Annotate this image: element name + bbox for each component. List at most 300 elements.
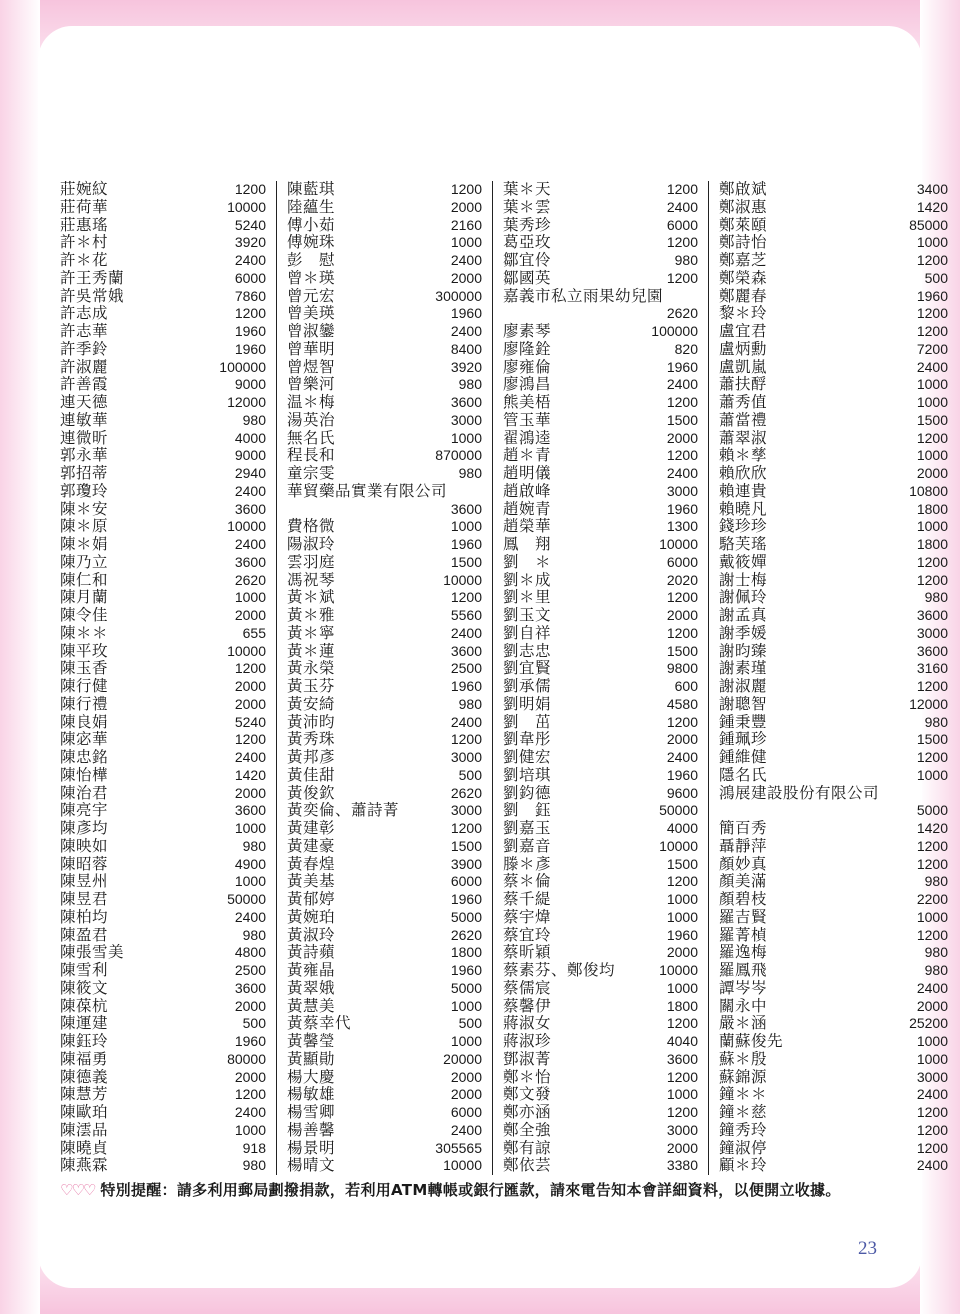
donor-row [719, 412, 948, 430]
donation-amount: 305565 [435, 1139, 482, 1156]
donor-name: 黃郁婷 [287, 890, 336, 908]
donor-row [60, 767, 266, 785]
donor-row [287, 1157, 482, 1175]
donation-amount: 2400 [234, 252, 266, 268]
donor-name: 趙啟峰 [503, 481, 552, 500]
donor-row [287, 270, 482, 288]
donor-row [60, 802, 266, 820]
donation-amount: 1200 [916, 749, 948, 765]
donor-name: 趙榮華 [503, 517, 552, 536]
donation-amount: 10000 [659, 962, 698, 978]
donor-name: 葉＊雲 [503, 197, 552, 216]
donation-amount: 3000 [450, 802, 482, 819]
donation-amount: 9800 [666, 660, 698, 677]
donor-row [503, 1140, 698, 1158]
donation-amount: 3000 [450, 411, 482, 428]
donor-row [287, 838, 482, 856]
donor-name: 黃＊斌 [287, 588, 336, 607]
donor-name: 羅鳳飛 [719, 961, 768, 979]
donor-row [503, 270, 698, 288]
donation-amount: 2500 [450, 660, 482, 677]
donation-amount: 3000 [916, 624, 948, 641]
donor-row [719, 501, 948, 519]
donor-row [503, 998, 698, 1016]
donor-name: 彭 慰 [287, 251, 336, 269]
donation-amount: 918 [242, 1139, 266, 1156]
donor-name: 鄭榮森 [719, 268, 768, 287]
donor-row [503, 1015, 698, 1033]
donation-amount: 2000 [234, 784, 266, 801]
donor-row [60, 856, 266, 874]
donation-amount: 2400 [450, 252, 482, 268]
donor-name: 陳彥均 [60, 819, 109, 837]
donation-amount: 2000 [234, 997, 266, 1014]
donor-name: 錢珍珍 [719, 517, 768, 536]
donation-amount: 2000 [666, 1139, 698, 1156]
donation-amount: 3920 [450, 358, 482, 375]
donor-name: 許吳常娥 [60, 286, 125, 305]
donor-name: 陳仁和 [60, 570, 109, 589]
donor-row [287, 909, 482, 927]
donor-name: 黃蔡幸代 [287, 1014, 352, 1033]
donor-row [60, 181, 266, 199]
donor-row [287, 1140, 482, 1158]
donor-row [719, 270, 948, 288]
donation-amount: 1200 [666, 873, 698, 890]
donor-row [60, 714, 266, 732]
donor-row [503, 696, 698, 714]
donor-row [503, 536, 698, 554]
page-number: 23 [858, 1238, 877, 1259]
donor-name: 聶靜萍 [719, 836, 768, 855]
donor-name: 陳玉香 [60, 659, 109, 678]
donor-row [60, 1140, 266, 1158]
donation-amount: 2000 [234, 678, 266, 694]
donation-amount: 1960 [666, 358, 698, 375]
donor-row [503, 1069, 698, 1087]
donor-name: 楊敏雄 [287, 1085, 336, 1104]
donor-name: 陳昭蓉 [60, 854, 109, 873]
donation-amount: 1200 [234, 181, 266, 197]
donor-name: 蔡昕穎 [503, 943, 552, 962]
donor-name: 楊善馨 [287, 1120, 336, 1139]
donor-row [60, 696, 266, 714]
donor-row [503, 749, 698, 767]
donation-amount: 2400 [450, 713, 482, 730]
donor-name: 鐘＊慈 [719, 1103, 768, 1121]
donor-name: 蔡馨伊 [503, 996, 552, 1015]
donor-column-4 [708, 181, 948, 1175]
donation-amount: 1500 [916, 731, 948, 748]
donation-amount: 2400 [916, 1157, 948, 1174]
donor-name: 陳鈺玲 [60, 1032, 109, 1050]
donation-amount: 1200 [234, 305, 266, 322]
donation-amount: 2400 [666, 198, 698, 215]
donor-name: 陳曉貞 [60, 1138, 109, 1157]
donation-amount: 1200 [916, 1104, 948, 1120]
donation-amount: 1200 [666, 624, 698, 641]
donor-row [60, 1033, 266, 1051]
donor-row [719, 323, 948, 341]
donor-row [719, 359, 948, 377]
donor-row [503, 785, 698, 803]
donor-row [287, 323, 482, 341]
donor-name: 劉韋彤 [503, 730, 552, 749]
donor-row [503, 252, 698, 270]
donor-name: 陳＊安 [60, 499, 109, 518]
donor-row [719, 678, 948, 696]
donor-name: 許志成 [60, 304, 109, 323]
donor-row [719, 252, 948, 270]
donation-amount: 10000 [443, 571, 482, 588]
donation-amount: 1200 [916, 252, 948, 268]
donation-amount: 1300 [666, 518, 698, 535]
donor-row [719, 998, 948, 1016]
donor-row [60, 288, 266, 306]
donor-row [60, 980, 266, 998]
donor-row [60, 1157, 266, 1175]
donation-amount: 980 [924, 589, 948, 606]
donation-amount: 2400 [234, 536, 266, 552]
donor-row [287, 1069, 482, 1087]
donation-amount: 85000 [909, 216, 948, 233]
donation-amount: 500 [924, 269, 948, 286]
donation-amount: 3600 [234, 553, 266, 570]
pink-frame-left [0, 0, 40, 1314]
donation-amount: 1200 [666, 269, 698, 286]
donation-amount: 2400 [450, 1121, 482, 1138]
donation-amount: 2400 [666, 749, 698, 765]
donor-row [287, 359, 482, 377]
donation-amount: 980 [924, 713, 948, 730]
donor-row [719, 376, 948, 394]
donor-row [719, 820, 948, 838]
donation-amount: 9000 [234, 447, 266, 464]
donor-name: 盧凱嵐 [719, 357, 768, 376]
donor-name: 莊婉紋 [60, 180, 109, 198]
donor-name: 蕭秀值 [719, 393, 768, 411]
donation-amount: 10000 [443, 1157, 482, 1174]
donor-row [503, 323, 698, 341]
donor-name: 黃奕倫、蕭詩菁 [287, 801, 400, 820]
donor-name: 陳澐品 [60, 1120, 109, 1139]
donor-row [719, 1051, 948, 1069]
donor-list [60, 181, 948, 1175]
donation-amount: 1200 [666, 1015, 698, 1032]
donation-amount: 100000 [219, 358, 266, 375]
donor-row [60, 731, 266, 749]
donation-amount: 9600 [666, 784, 698, 801]
donor-name: 曾淑鑾 [287, 322, 336, 340]
donation-amount: 2000 [450, 269, 482, 286]
donor-row [719, 518, 948, 536]
donor-name: 陳＊原 [60, 517, 109, 536]
donation-amount: 1200 [916, 305, 948, 322]
donor-row [287, 962, 482, 980]
donor-name: 賴＊孳 [719, 446, 768, 465]
donation-amount: 10800 [909, 482, 948, 499]
donor-row [503, 944, 698, 962]
donor-name: 鄭依芸 [503, 1156, 552, 1175]
donation-amount: 1420 [234, 766, 266, 783]
donor-row [503, 359, 698, 377]
donor-row [719, 465, 948, 483]
donor-name: 關永中 [719, 996, 768, 1015]
donor-name: 曾＊瑛 [287, 268, 336, 287]
donor-row [503, 678, 698, 696]
donor-name: 鄒國英 [503, 268, 552, 287]
donor-name: 黃永榮 [287, 659, 336, 678]
donor-name: 黃慧美 [287, 996, 336, 1015]
donor-row [503, 554, 698, 572]
donor-name: 廖素琴 [503, 322, 552, 340]
donation-amount: 1000 [234, 1121, 266, 1138]
donor-row [719, 625, 948, 643]
donor-name: 葉秀珍 [503, 215, 552, 234]
donor-row [503, 288, 698, 306]
donation-amount: 12000 [227, 394, 266, 410]
donor-name: 曾煜智 [287, 357, 336, 376]
donation-amount: 1420 [916, 198, 948, 215]
donor-row [60, 252, 266, 270]
donation-amount: 1800 [916, 500, 948, 517]
donation-amount: 2620 [666, 305, 698, 322]
donor-row [719, 1122, 948, 1140]
donor-row [287, 554, 482, 572]
donor-row [503, 1033, 698, 1051]
donor-name: 許淑麗 [60, 357, 109, 376]
donor-name: 鄭全強 [503, 1120, 552, 1139]
donation-amount: 3000 [450, 749, 482, 765]
donor-row [287, 944, 482, 962]
donor-row [287, 678, 482, 696]
donor-name: 黃＊寧 [287, 623, 336, 642]
donor-row [60, 643, 266, 661]
donation-amount: 4040 [666, 1033, 698, 1049]
donor-name: 蔡宜玲 [503, 925, 552, 944]
donor-name: 郭招蒂 [60, 464, 109, 482]
donor-name: 黃沛昀 [287, 712, 336, 731]
donor-name: 陽淑玲 [287, 535, 336, 553]
donation-amount: 655 [242, 624, 266, 641]
donor-row [287, 465, 482, 483]
donor-name: 陳昱君 [60, 890, 109, 908]
donor-name: 陳行禮 [60, 694, 109, 713]
donation-amount: 1960 [234, 340, 266, 357]
donation-amount: 4000 [234, 429, 266, 446]
donation-amount: 870000 [435, 447, 482, 464]
donor-name: 賴欣欣 [719, 464, 768, 482]
donor-name: 陳藍琪 [287, 180, 336, 198]
donor-row [60, 394, 266, 412]
donor-row [503, 447, 698, 465]
donor-name: 蕭扶酻 [719, 375, 768, 394]
donor-row [287, 660, 482, 678]
donor-row [503, 873, 698, 891]
donor-name: 盧宜君 [719, 322, 768, 340]
donor-name: 郭永華 [60, 446, 109, 465]
donor-name: 廖隆銓 [503, 339, 552, 358]
donor-name: 陳忠銘 [60, 748, 109, 766]
donor-name: 陳＊＊ [60, 623, 109, 642]
donor-row [287, 643, 482, 661]
donor-row [719, 1033, 948, 1051]
donor-row [60, 199, 266, 217]
donor-row [719, 1069, 948, 1087]
donation-amount: 1200 [916, 855, 948, 872]
donor-row [503, 234, 698, 252]
donor-name: 趙＊青 [503, 446, 552, 465]
donor-name: 黃詩蘋 [287, 943, 336, 962]
donation-amount: 980 [242, 411, 266, 428]
donor-name: 黃＊蓮 [287, 641, 336, 660]
donor-row [60, 944, 266, 962]
donor-name: 馮祝琴 [287, 570, 336, 589]
donation-amount: 2400 [234, 908, 266, 925]
donor-name: 鐘＊＊ [719, 1085, 768, 1104]
donation-amount: 4900 [234, 855, 266, 872]
donation-amount: 5000 [450, 979, 482, 996]
donor-row [503, 518, 698, 536]
donation-amount: 1200 [666, 1068, 698, 1085]
donor-row [719, 962, 948, 980]
donation-amount: 1000 [916, 376, 948, 393]
donor-name: 黃邦彥 [287, 748, 336, 766]
donor-name: 黎＊玲 [719, 304, 768, 323]
donor-name: 劉自祥 [503, 623, 552, 642]
donor-row [287, 412, 482, 430]
donor-name: 蔣淑女 [503, 1014, 552, 1033]
donor-name: 蔡＊倫 [503, 872, 552, 891]
donation-amount: 1000 [666, 979, 698, 996]
donation-amount: 2000 [234, 607, 266, 623]
donation-amount: 980 [242, 837, 266, 854]
donation-amount: 2400 [666, 376, 698, 393]
donation-amount: 980 [924, 944, 948, 961]
donor-name: 費格微 [287, 517, 336, 536]
donation-amount: 980 [458, 376, 482, 393]
donation-amount: 3000 [666, 1121, 698, 1138]
donation-amount: 3000 [666, 482, 698, 499]
donor-name: 陳月蘭 [60, 588, 109, 607]
donor-row [719, 536, 948, 554]
donor-row [503, 980, 698, 998]
donation-amount: 1960 [234, 323, 266, 339]
donor-row [719, 572, 948, 590]
donor-row [60, 891, 266, 909]
donor-row [503, 660, 698, 678]
donation-amount: 4800 [234, 944, 266, 961]
donor-name: 賴連貴 [719, 481, 768, 500]
donor-name: 鍾秉豐 [719, 712, 768, 731]
donation-amount: 600 [674, 678, 698, 694]
donor-name: 蔡素芬、鄭俊均 [503, 961, 616, 979]
donor-row [503, 927, 698, 945]
donor-name: 葛亞玫 [503, 233, 552, 252]
donor-row [719, 430, 948, 448]
donor-name: 鄭文發 [503, 1085, 552, 1104]
donor-row [719, 341, 948, 359]
donor-name: 楊雪卿 [287, 1103, 336, 1121]
donation-amount: 1960 [666, 926, 698, 943]
donation-amount: 1200 [666, 394, 698, 410]
donor-row [719, 909, 948, 927]
donation-amount: 4580 [666, 695, 698, 712]
donor-row [719, 607, 948, 625]
donor-name: 簡百秀 [719, 819, 768, 837]
donor-row [287, 607, 482, 625]
donor-column-1 [60, 181, 276, 1175]
donor-row [60, 589, 266, 607]
donation-amount: 3000 [916, 1068, 948, 1085]
donation-amount: 1000 [916, 766, 948, 783]
donor-row [60, 1069, 266, 1087]
donation-amount: 1200 [450, 731, 482, 748]
donor-row [503, 1086, 698, 1104]
donor-row [719, 1157, 948, 1175]
donor-name: 羅菁楨 [719, 925, 768, 944]
donation-amount: 3600 [666, 1050, 698, 1067]
donor-name: 黃馨瑩 [287, 1032, 336, 1050]
donor-row [60, 927, 266, 945]
donor-row [719, 785, 948, 803]
donor-name: 駱芙瑤 [719, 535, 768, 553]
donor-name: 劉玉文 [503, 606, 552, 624]
donation-amount: 1000 [234, 820, 266, 836]
donor-name: 曾樂河 [287, 375, 336, 394]
donation-amount: 1200 [450, 181, 482, 197]
donor-name: 鄭麗春 [719, 286, 768, 305]
donor-name: 黃佳甜 [287, 765, 336, 784]
donor-name: 陳張雪美 [60, 943, 125, 962]
donor-name: 謝季媛 [719, 623, 768, 642]
donor-row [287, 288, 482, 306]
donor-name: 戴筱嬋 [719, 552, 768, 571]
donor-name: 謝昀臻 [719, 641, 768, 660]
donation-amount: 1200 [234, 1086, 266, 1103]
donor-name: 陳怡樺 [60, 765, 109, 784]
donor-name: 劉承儒 [503, 677, 552, 695]
donor-row [503, 394, 698, 412]
donor-row [60, 607, 266, 625]
donation-amount: 1000 [916, 394, 948, 410]
donor-row [503, 1051, 698, 1069]
donation-amount: 1000 [916, 1033, 948, 1049]
donation-amount: 1000 [916, 518, 948, 535]
donor-name: 陳＊娟 [60, 535, 109, 553]
donor-row [287, 749, 482, 767]
donation-amount: 8400 [450, 340, 482, 357]
donation-amount: 1200 [916, 1139, 948, 1156]
donation-amount: 1200 [666, 1104, 698, 1120]
donor-row [503, 412, 698, 430]
donation-amount: 1000 [450, 518, 482, 535]
donor-row [503, 802, 698, 820]
donor-name: 蘇＊殷 [719, 1049, 768, 1068]
donor-name: 鄭＊怡 [503, 1067, 552, 1086]
donor-row [503, 465, 698, 483]
donation-amount: 3600 [450, 500, 482, 517]
donor-name: 謝佩玲 [719, 588, 768, 607]
donor-row [503, 731, 698, 749]
donor-row [719, 838, 948, 856]
donor-name: 陳宓華 [60, 730, 109, 749]
donor-row [503, 501, 698, 519]
donor-name: 連天德 [60, 393, 109, 411]
donor-name: 鄭詩怡 [719, 233, 768, 252]
donation-amount: 10000 [227, 198, 266, 215]
donor-name: 陳慧芳 [60, 1085, 109, 1104]
